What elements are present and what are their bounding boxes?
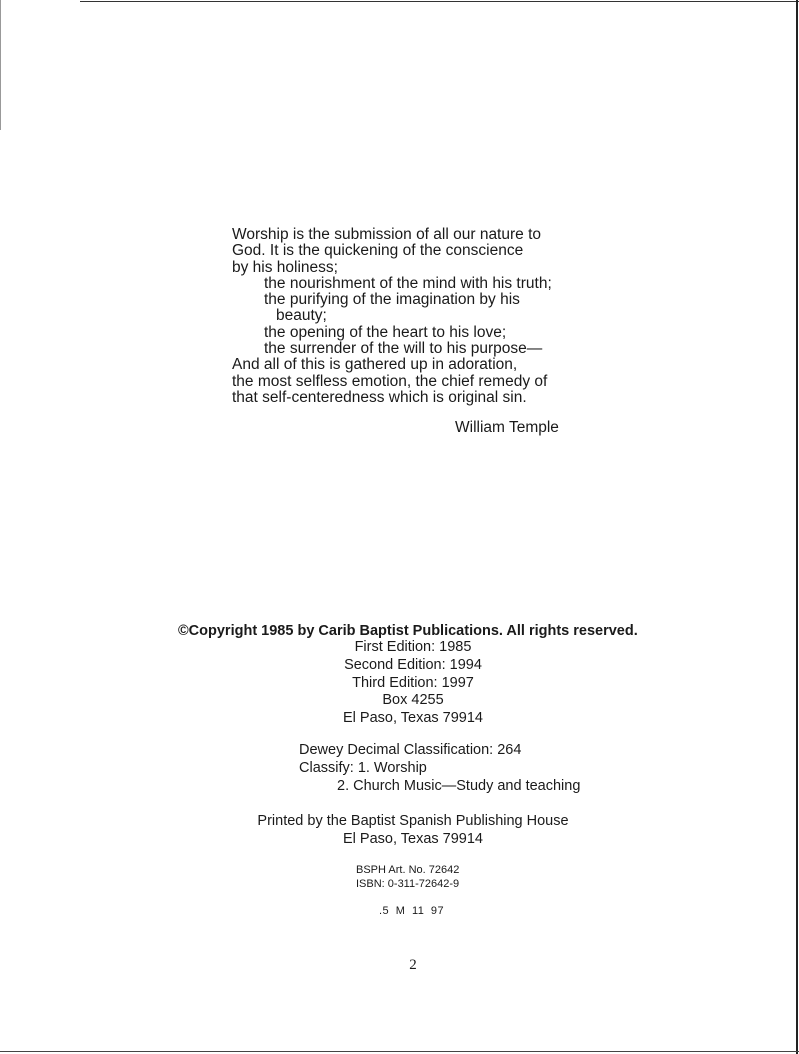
edition-info — [0, 639, 799, 728]
classification-block — [299, 742, 580, 795]
publisher-box: Box 4255 — [382, 692, 444, 709]
scan-top-edge — [80, 1, 799, 2]
third-edition: Third Edition: 1997 — [352, 674, 474, 691]
printer-city: El Paso, Texas 79914 — [343, 830, 483, 847]
printer-name: Printed by the Baptist Spanish Publishing House — [257, 813, 569, 829]
first-edition: First Edition: 1985 — [354, 639, 472, 655]
quote-line: the most selfless emotion, the chief remedy of — [232, 372, 548, 390]
quote-line: the nourishment of the mind with his truth; — [264, 274, 552, 292]
quote-attribution: William Temple — [455, 419, 559, 436]
classify-church-music: 2. Church Music—Study and teaching — [337, 777, 581, 794]
quote-line: by his holiness; — [232, 258, 338, 276]
copyright-notice: ©Copyright 1985 by Carib Baptist Publications. All rights reserved. — [178, 623, 638, 639]
art-number: BSPH Art. No. 72642 — [356, 864, 460, 876]
quote-line: God. It is the quickening of the conscience — [232, 242, 524, 260]
epigraph-quote — [232, 227, 592, 406]
second-edition: Second Edition: 1994 — [344, 656, 482, 673]
quote-line: the surrender of the will to his purpose— — [264, 340, 543, 358]
printer-info — [0, 813, 799, 849]
quote-line: the purifying of the imagination by his — [264, 291, 520, 309]
catalog-codes — [356, 863, 459, 891]
scan-bottom-edge — [0, 1051, 799, 1052]
quote-line: beauty; — [276, 307, 327, 325]
quote-line: Worship is the submission of all our nature to — [232, 226, 542, 243]
page-number: 2 — [409, 957, 417, 973]
isbn: ISBN: 0-311-72642-9 — [356, 878, 460, 890]
scan-left-mark — [0, 0, 1, 130]
dewey-classification: Dewey Decimal Classification: 264 — [299, 742, 522, 758]
classify-worship: Classify: 1. Worship — [299, 759, 427, 776]
print-run-code: .5 M 11 97 — [379, 905, 445, 917]
publisher-city: El Paso, Texas 79914 — [343, 710, 483, 727]
scan-right-edge — [796, 0, 798, 1054]
quote-line: that self-centeredness which is original sin. — [232, 388, 527, 406]
quote-line: And all of this is gathered up in adoration, — [232, 356, 518, 374]
quote-line: the opening of the heart to his love; — [264, 323, 507, 341]
